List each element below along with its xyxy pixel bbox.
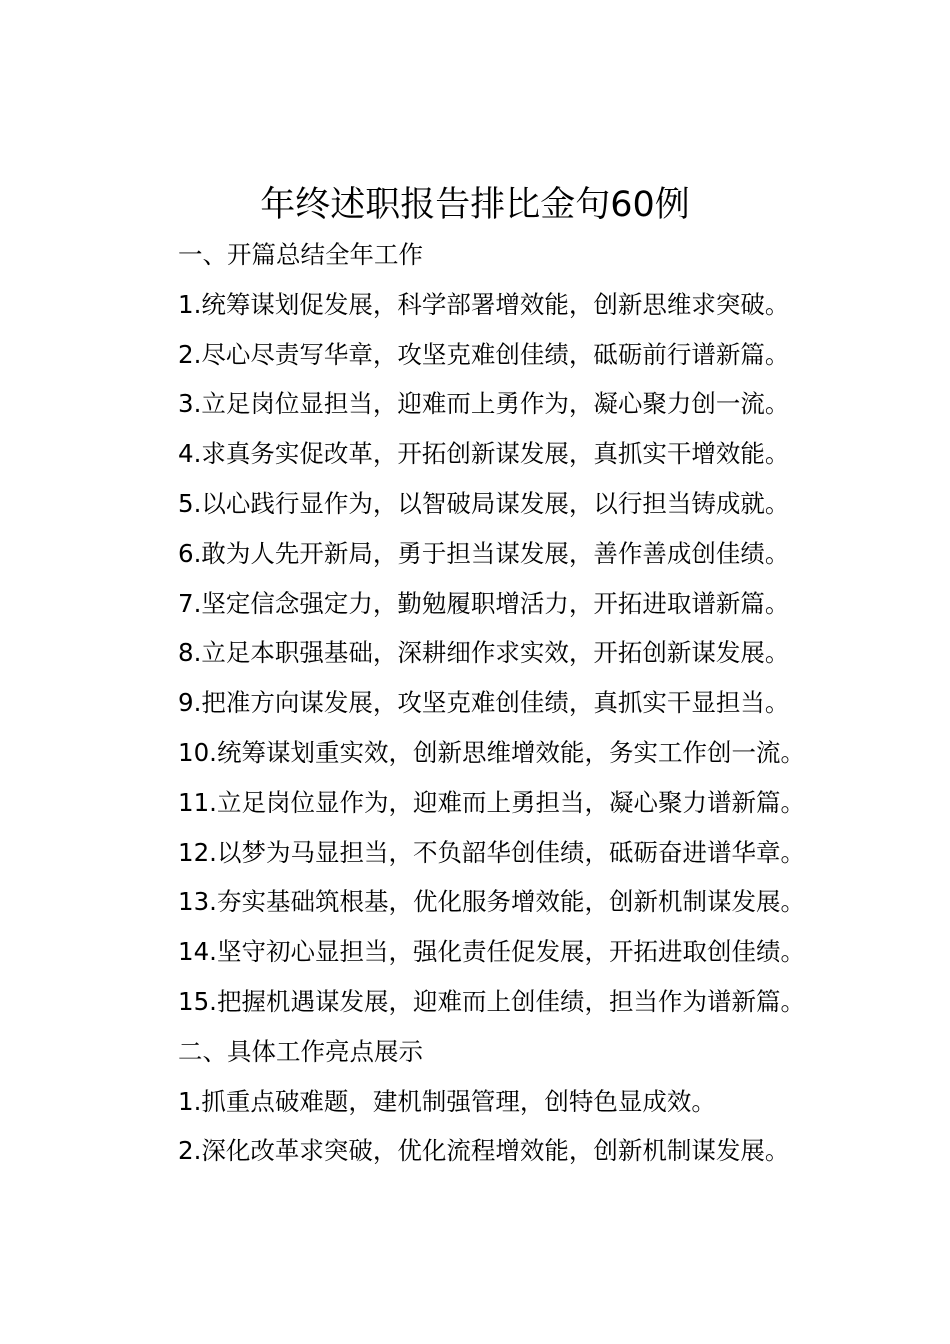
list-item: 14.坚守初心显担当，强化责任促发展，开拓进取创佳绩。 [178,937,805,967]
list-item: 1.统筹谋划促发展，科学部署增效能，创新思维求突破。 [178,289,790,319]
section-heading: 二、具体工作亮点展示 [178,1036,423,1066]
list-item: 2.尽心尽责写华章，攻坚克难创佳绩，砥砺前行谱新篇。 [178,339,790,369]
section-heading: 一、开篇总结全年工作 [178,240,423,269]
list-item: 3.立足岗位显担当，迎难而上勇作为，凝心聚力创一流。 [178,389,790,419]
list-item: 11.立足岗位显作为，迎难而上勇担当，凝心聚力谱新篇。 [178,787,805,817]
list-item: 15.把握机遇谋发展，迎难而上创佳绩，担当作为谱新篇。 [178,986,805,1016]
list-item: 5.以心践行显作为，以智破局谋发展，以行担当铸成就。 [178,488,790,518]
list-item: 7.坚定信念强定力，勤勉履职增活力，开拓进取谱新篇。 [178,588,790,618]
list-item: 13.夯实基础筑根基，优化服务增效能，创新机制谋发展。 [178,887,805,917]
list-item: 6.敢为人先开新局，勇于担当谋发展，善作善成创佳绩。 [178,538,790,568]
list-item: 12.以梦为马显担当，不负韶华创佳绩，砥砺奋进谱华章。 [178,837,805,867]
list-item: 4.求真务实促改革，开拓创新谋发展，真抓实干增效能。 [178,439,790,469]
document-title: 年终述职报告排比金句60例 [260,185,690,225]
document-body [178,230,938,1176]
list-item: 1.抓重点破难题，建机制强管理，创特色显成效。 [178,1086,716,1116]
list-item: 8.立足本职强基础，深耕细作求实效，开拓创新谋发展。 [178,638,790,668]
list-item: 2.深化改革求突破，优化流程增效能，创新机制谋发展。 [178,1136,790,1166]
list-item: 9.把准方向谋发展，攻坚克难创佳绩，真抓实干显担当。 [178,688,790,718]
list-item: 10.统筹谋划重实效，创新思维增效能，务实工作创一流。 [178,737,805,767]
